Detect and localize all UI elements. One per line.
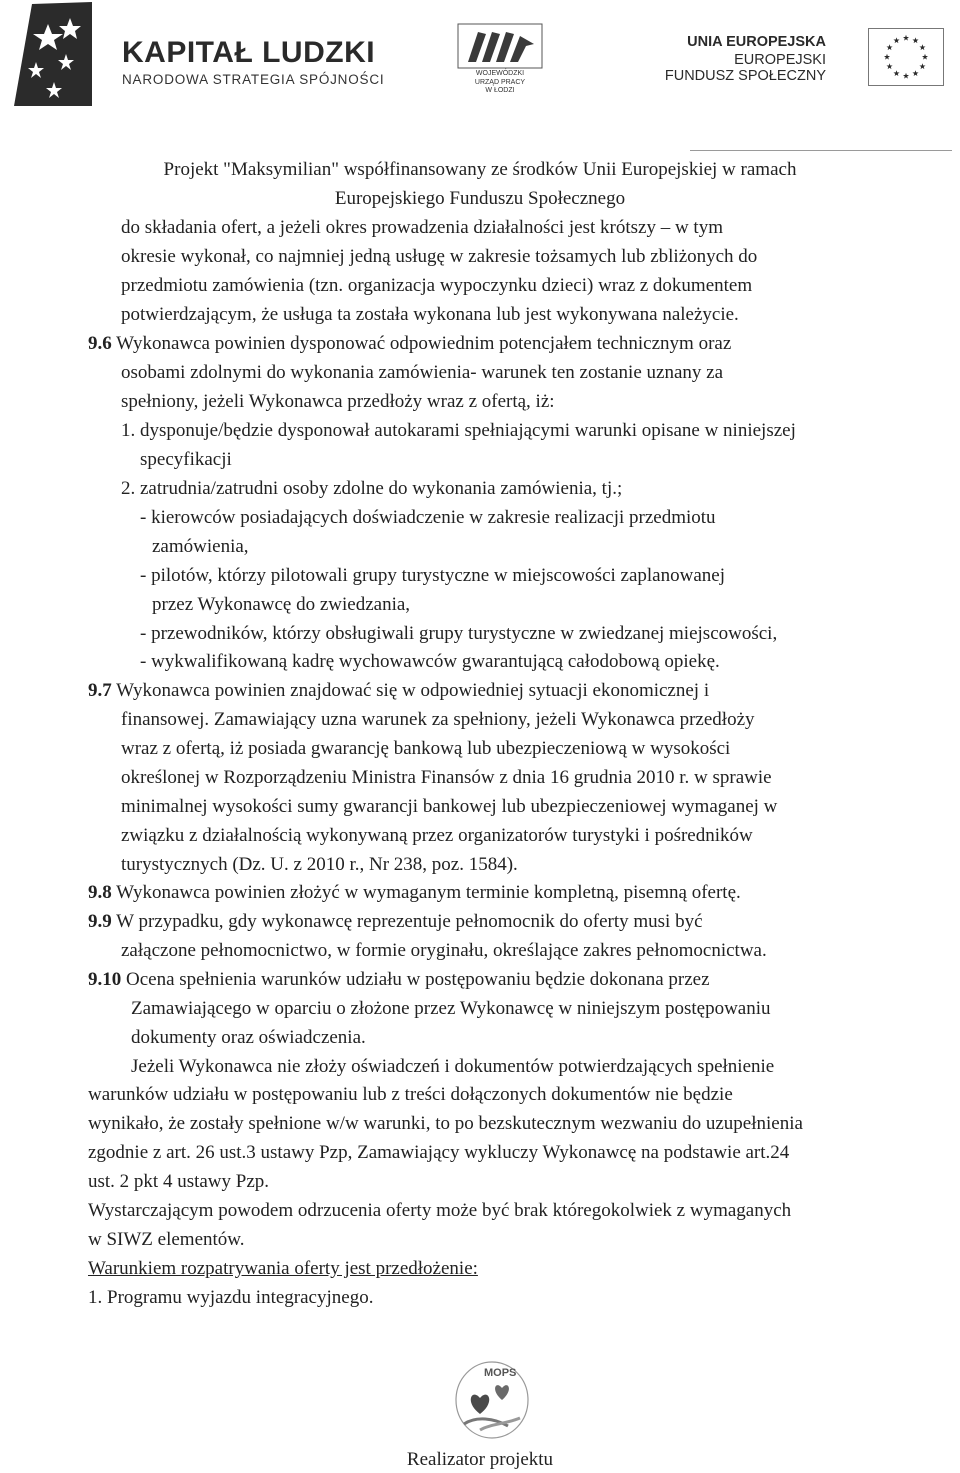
- eu-efs-logo: [664, 28, 952, 118]
- wup-text: [454, 70, 546, 96]
- section-number: 9.7: [88, 680, 112, 701]
- section-9-6-heading: [88, 332, 731, 356]
- paragraph-line: minimalnej wysokości sumy gwarancji bankowej lub ubezpieczeniowej wymaganej w: [121, 796, 778, 817]
- header-divider: [690, 150, 952, 151]
- list-item: - pilotów, którzy pilotowali grupy turystyczne w miejscowości zaplanowanej: [140, 565, 725, 586]
- kapital-ludzki-title: KAPITAŁ LUDZKI: [122, 36, 376, 69]
- kapital-ludzki-emblem-icon: [14, 2, 94, 108]
- paragraph-line: określonej w Rozporządzeniu Ministra Finansów z dnia 16 grudnia 2010 r. w sprawie: [121, 767, 772, 788]
- footer-realizator: Realizator projektu: [406, 1449, 554, 1470]
- section-9-9-heading: [88, 910, 703, 934]
- section-9-7-heading: [88, 679, 709, 703]
- kapital-ludzki-subtitle: NARODOWA STRATEGIA SPÓJNOŚCI: [122, 72, 385, 87]
- list-item-continuation: specyfikacji: [140, 449, 232, 470]
- paragraph-line: do składania ofert, a jeżeli okres prowadzenia działalności jest krótszy – w tym: [121, 217, 723, 238]
- wup-lodz-logo: [454, 22, 546, 98]
- svg-text:MOPS: MOPS: [484, 1367, 517, 1379]
- section-number: 9.8: [88, 882, 112, 903]
- eu-line-2: EUROPEJSKI: [734, 52, 826, 68]
- condition-item: 1. Programu wyjazdu integracyjnego.: [88, 1287, 374, 1308]
- section-number: 9.10: [88, 969, 122, 990]
- paragraph-line: potwierdzającym, że usługa ta została wykonana lub jest wykonywana należycie.: [121, 304, 739, 325]
- eu-line-1: UNIA EUROPEJSKA: [687, 34, 826, 50]
- paragraph-line: okresie wykonał, co najmniej jedną usługę w zakresie tożsamych lub zbliżonych do: [121, 246, 758, 267]
- kapital-ludzki-logo: [14, 2, 385, 108]
- section-9-8-heading: [88, 881, 741, 905]
- list-item: 2. zatrudnia/zatrudni osoby zdolne do wykonania zamówienia, tj.;: [121, 478, 623, 499]
- section-9-10-heading: [88, 968, 710, 992]
- paragraph-line: przedmiotu zamówienia (tzn. organizacja wypoczynku dzieci) wraz z dokumentem: [121, 275, 753, 296]
- paragraph-line: zgodnie z art. 26 ust.3 ustawy Pzp, Zamawiający wykluczy Wykonawcę na podstawie art.24: [88, 1142, 790, 1163]
- section-text: Wykonawca powinien znajdować się w odpowiedniej sytuacji ekonomicznej i: [111, 680, 710, 701]
- condition-heading: Warunkiem rozpatrywania oferty jest przedłożenie:: [88, 1258, 478, 1279]
- paragraph-line: dokumenty oraz oświadczenia.: [131, 1027, 366, 1048]
- paragraph-line: Jeżeli Wykonawca nie złoży oświadczeń i dokumentów potwierdzających spełnienie: [131, 1056, 775, 1077]
- section-text: Ocena spełnienia warunków udziału w postępowaniu będzie dokonana przez: [121, 969, 710, 990]
- eu-line-3: FUNDUSZ SPOŁECZNY: [664, 68, 826, 84]
- paragraph-line: osobami zdolnymi do wykonania zamówienia- warunek ten zostanie uznany za: [121, 362, 723, 383]
- list-item: 1. dysponuje/będzie dysponował autokarami spełniającymi warunki opisane w niniejszej: [121, 420, 796, 441]
- mops-logo-icon: [450, 1358, 534, 1440]
- eu-flag-icon: [868, 28, 944, 86]
- wup-line-1: WOJEWÓDZKI: [475, 70, 525, 77]
- section-text: Wykonawca powinien dysponować odpowiednim potencjałem technicznym oraz: [111, 333, 732, 354]
- list-item-continuation: zamówienia,: [152, 536, 249, 557]
- wup-line-2: URZĄD PRACY: [474, 78, 526, 86]
- section-number: 9.6: [88, 333, 112, 354]
- paragraph-line: warunków udziału w postępowaniu lub z treści dołączonych dokumentów nie będzie: [88, 1084, 733, 1105]
- paragraph-line: wynikało, że zostały spełnione w/w warunki, to po bezskutecznym wezwaniu do uzupełnienia: [88, 1113, 803, 1134]
- paragraph-line: finansowej. Zamawiający uzna warunek za spełniony, jeżeli Wykonawca przedłoży: [121, 709, 755, 730]
- paragraph-line: ust. 2 pkt 4 ustawy Pzp.: [88, 1171, 270, 1192]
- project-header-line-1: Projekt "Maksymilian" współfinansowany ze środków Unii Europejskiej w ramach: [163, 159, 797, 180]
- section-text: Wykonawca powinien złożyć w wymaganym terminie kompletną, pisemną ofertę.: [111, 882, 741, 903]
- list-item: - przewodników, którzy obsługiwali grupy turystyczne w zwiedzanej miejscowości,: [140, 623, 778, 644]
- paragraph-line: wraz z ofertą, iż posiada gwarancję bankową lub ubezpieczeniową w wysokości: [121, 738, 731, 759]
- list-item-continuation: przez Wykonawcę do zwiedzania,: [152, 594, 411, 615]
- paragraph-line: spełniony, jeżeli Wykonawca przedłoży wraz z ofertą, iż:: [121, 391, 555, 412]
- paragraph-line: w SIWZ elementów.: [88, 1229, 245, 1250]
- paragraph-line: Wystarczającym powodem odrzucenia oferty może być brak któregokolwiek z wymaganych: [88, 1200, 792, 1221]
- section-text: W przypadku, gdy wykonawcę reprezentuje pełnomocnik do oferty musi być: [111, 911, 703, 932]
- project-header-line-2: Europejskiego Funduszu Społecznego: [334, 188, 626, 209]
- paragraph-line: Zamawiającego w oparciu o złożone przez Wykonawcę w niniejszym postępowaniu: [131, 998, 771, 1019]
- wup-emblem-icon: [454, 22, 546, 70]
- wup-line-3: W ŁODZI: [485, 87, 515, 94]
- list-item: - kierowców posiadających doświadczenie w zakresie realizacji przedmiotu: [140, 507, 716, 528]
- paragraph-line: związku z działalnością wykonywaną przez organizatorów turystyki i pośredników: [121, 825, 753, 846]
- list-item: - wykwalifikowaną kadrę wychowawców gwarantującą całodobową opiekę.: [140, 651, 720, 672]
- paragraph-line: turystycznych (Dz. U. z 2010 r., Nr 238, poz. 1584).: [121, 854, 518, 875]
- paragraph-line: załączone pełnomocnictwo, w formie oryginału, określające zakres pełnomocnictwa.: [121, 940, 767, 961]
- section-number: 9.9: [88, 911, 112, 932]
